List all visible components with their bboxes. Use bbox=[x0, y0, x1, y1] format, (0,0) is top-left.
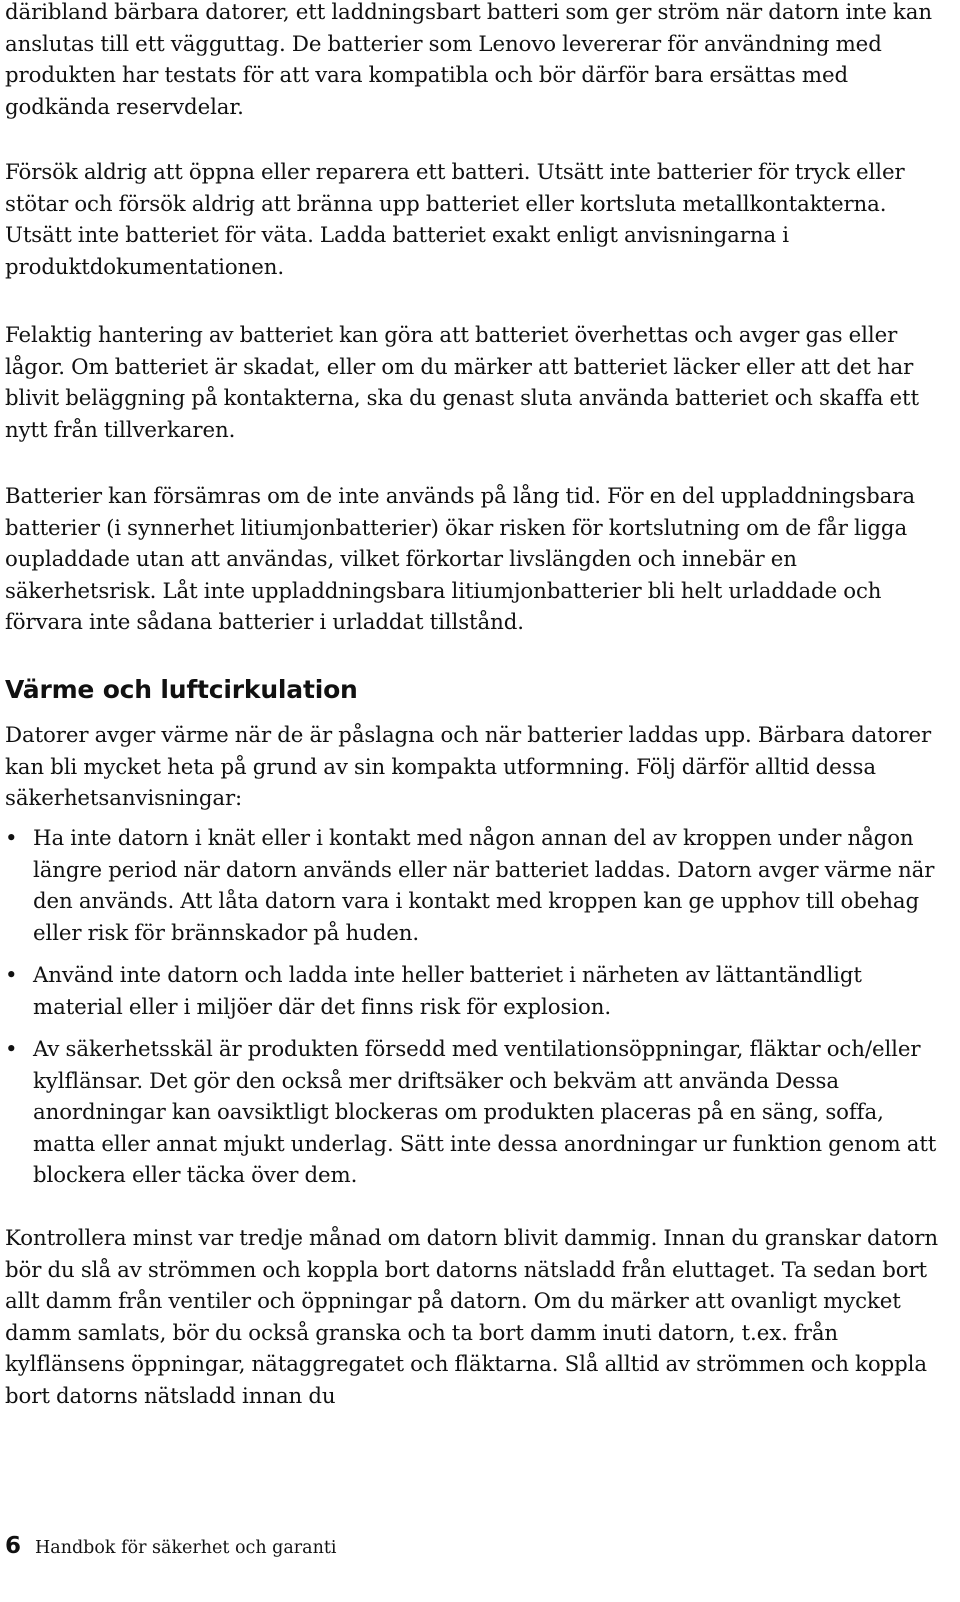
bullet-icon: • bbox=[5, 1037, 18, 1062]
list-item-text: Använd inte datorn och ladda inte heller batteriet i närheten av lättantändligt material eller i miljöer där det finns risk för explosion. bbox=[33, 963, 862, 1020]
footer-title: Handbok för säkerhet och garanti bbox=[35, 1538, 337, 1558]
bullet-icon: • bbox=[5, 963, 18, 988]
paragraph-battery-handling: Felaktig hantering av batteriet kan göra att batteriet överhettas och avger gas eller lågor. Om batteriet är skadat, eller om du märker att batteriet läcker eller att det har blivit beläggning på kontakterna, ska du genast sluta använda batteriet och skaffa ett nytt från tillverkaren. bbox=[5, 323, 919, 443]
paragraph-battery-warning: Försök aldrig att öppna eller reparera ett batteri. Utsätt inte batterier för tryck eller stötar och försök aldrig att bränna upp batteriet eller kortsluta metallkontakterna. Utsätt inte batteriet för väta. Ladda batteriet exakt enligt anvisningarna i produktdokumentationen. bbox=[5, 160, 905, 280]
paragraph-battery-intro: däribland bärbara datorer, ett laddningsbart batteri som ger ström när datorn inte kan anslutas till ett vägguttag. De batterier som Lenovo levererar för användning med produkten har testats för att vara kompatibla och bör därför bara ersättas med godkända reservdelar. bbox=[5, 0, 932, 120]
list-item bbox=[5, 1034, 940, 1192]
list-item-text: Av säkerhetsskäl är produkten försedd med ventilationsöppningar, fläktar och/eller kylflänsar. Det gör den också mer driftsäker och bekväm att använda Dessa anordningar kan oavsiktligt blockeras om produkten placeras på en säng, soffa, matta eller annat mjukt underlag. Sätt inte dessa anordningar ur funktion genom att blockera eller täcka över dem. bbox=[33, 1037, 937, 1188]
paragraph-dust-check: Kontrollera minst var tredje månad om datorn blivit dammig. Innan du granskar datorn bör du slå av strömmen och koppla bort datorns nätsladd från eluttaget. Ta sedan bort allt damm från ventiler och öppningar på datorn. Om du märker att ovanligt mycket damm samlats, bör du också granska och ta bort damm inuti datorn, t.ex. från kylflänsens öppningar, nätaggregatet och fläktarna. Slå alltid av strömmen och koppla bort datorns nätsladd innan du bbox=[5, 1226, 938, 1409]
section-intro: Datorer avger värme när de är påslagna och när batterier laddas upp. Bärbara datorer kan bli mycket heta på grund av sin kompakta utformning. Följ därför alltid dessa säkerhetsanvisningar: bbox=[5, 723, 932, 811]
list-item bbox=[5, 960, 940, 1023]
list-item-text: Ha inte datorn i knät eller i kontakt med någon annan del av kroppen under någon längre period när datorn används eller när batteriet laddas. Datorn avger värme när den används. Att låta datorn vara i kontakt med kroppen kan ge upphov till obehag eller risk för brännskador på huden. bbox=[33, 826, 935, 946]
page-number: 6 bbox=[5, 1533, 22, 1559]
paragraph-battery-degradation: Batterier kan försämras om de inte används på lång tid. För en del uppladdningsbara batterier (i synnerhet litiumjonbatterier) ökar risken för kortslutning om de får ligga oupladdade utan att användas, vilket förkortar livslängden och innebär en säkerhetsrisk. Låt inte uppladdningsbara litiumjonbatterier bli helt urladdade och förvara inte sådana batterier i urladdat tillstånd. bbox=[5, 484, 915, 635]
section-heading: Värme och luftcirkulation bbox=[5, 675, 358, 704]
safety-bullet-list bbox=[5, 823, 940, 1203]
bullet-icon: • bbox=[5, 826, 18, 851]
list-item bbox=[5, 823, 940, 949]
page-footer bbox=[5, 1533, 337, 1559]
